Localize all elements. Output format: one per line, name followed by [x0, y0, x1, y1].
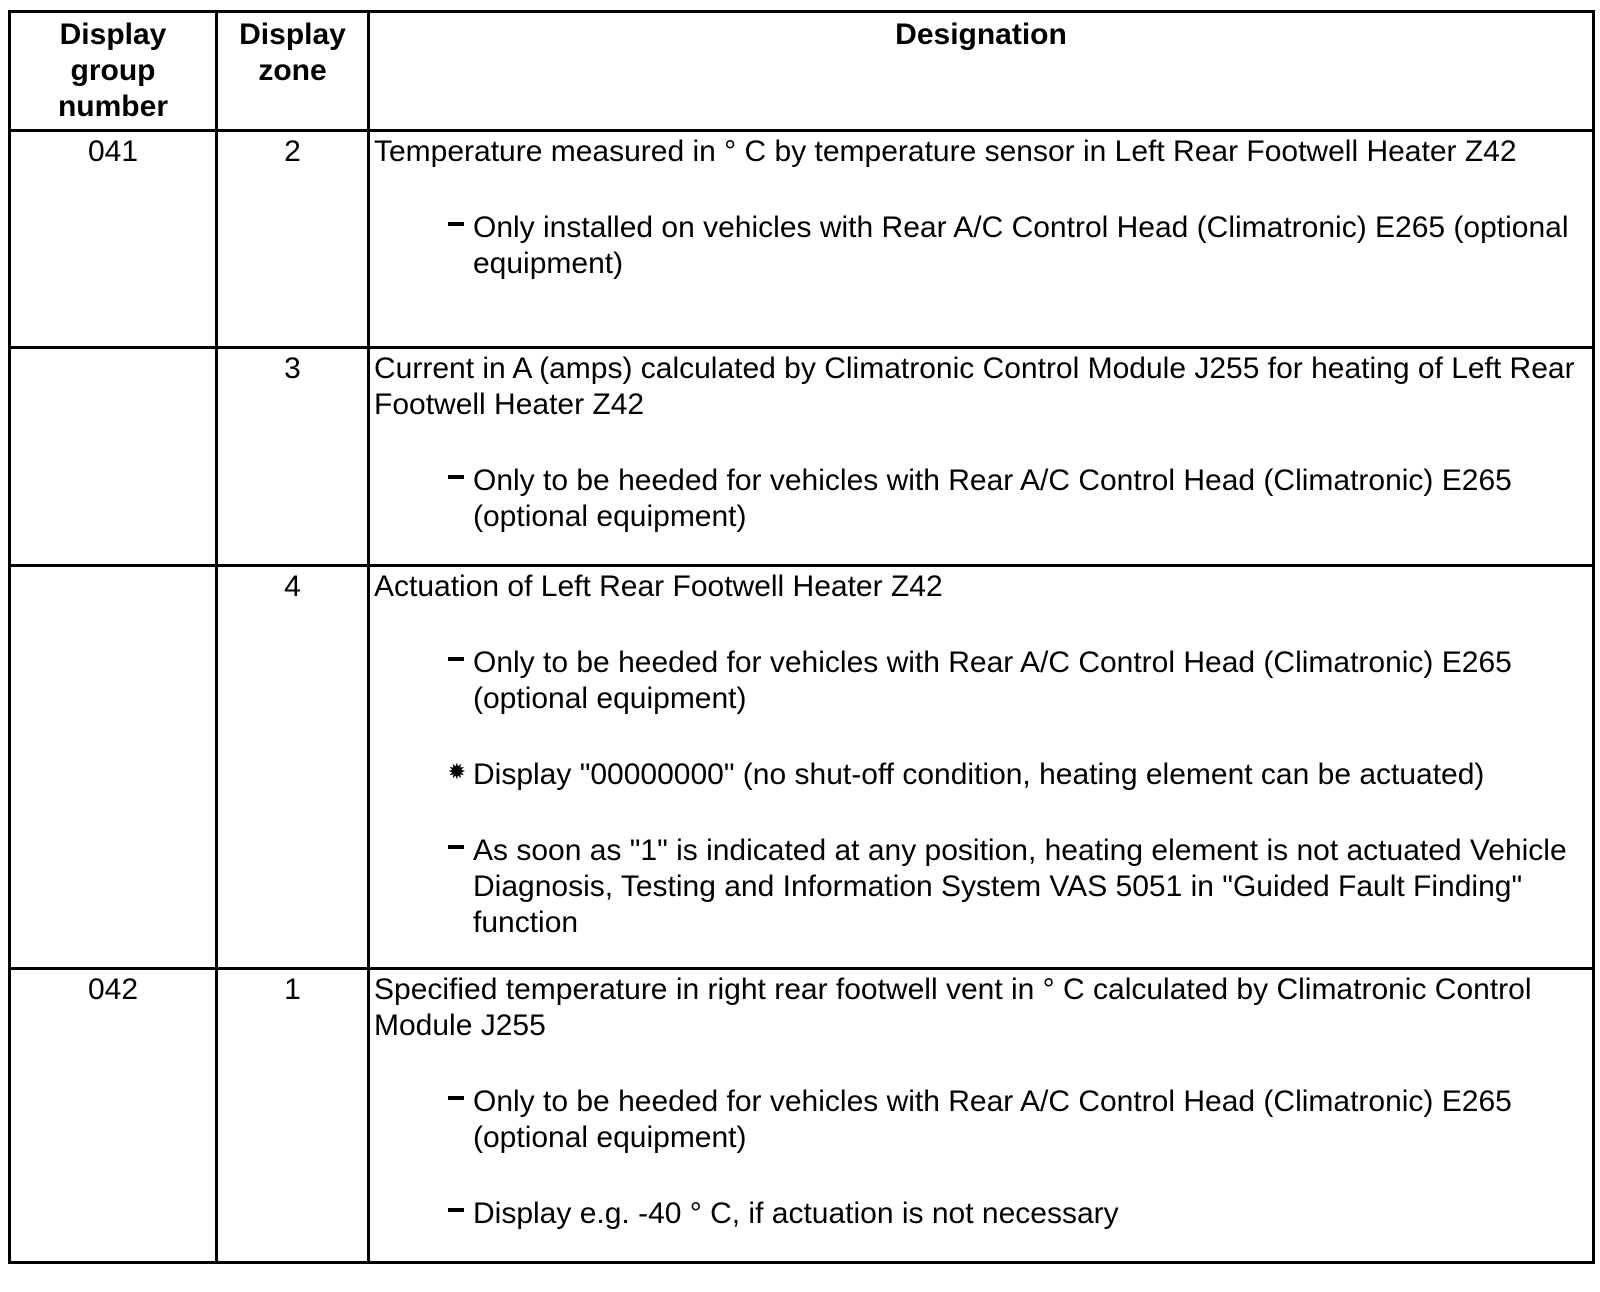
- designation-cell: [369, 969, 1594, 1263]
- designation-cell: [369, 566, 1594, 969]
- header-designation: Designation: [369, 12, 1594, 131]
- table-row: [10, 348, 1594, 566]
- note-item: [374, 833, 1586, 941]
- designation-text: Temperature measured in ° C by temperature sensor in Left Rear Footwell Heater Z42: [374, 135, 1517, 168]
- note-text: Display "00000000" (no shut-off condition, heating element can be actuated): [473, 758, 1485, 791]
- header-zone-line-1: Display: [239, 18, 346, 51]
- header-display-zone: [217, 12, 369, 131]
- note-text: Only to be heeded for vehicles with Rear A/C Control Head (Climatronic) E265 (optional equipment): [473, 646, 1512, 715]
- designation-cell: [369, 131, 1594, 348]
- header-group-line-3: number: [57, 90, 168, 123]
- display-group-number: 042: [10, 969, 217, 1263]
- display-group-number: [10, 566, 217, 969]
- note-text: Only to be heeded for vehicles with Rear A/C Control Head (Climatronic) E265 (optional equipment): [473, 464, 1512, 533]
- table-row: [10, 131, 1594, 348]
- table-row: [10, 969, 1594, 1263]
- display-group-number: 041: [10, 131, 217, 348]
- note-item: [374, 1084, 1586, 1156]
- designation-text: Specified temperature in right rear footwell vent in ° C calculated by Climatronic Control Module J255: [374, 973, 1532, 1042]
- display-zone: 2: [217, 131, 369, 348]
- header-group-line-1: Display: [59, 18, 167, 51]
- measuring-value-table: [8, 10, 1595, 1264]
- note-text: Only to be heeded for vehicles with Rear A/C Control Head (Climatronic) E265 (optional equipment): [473, 1085, 1512, 1154]
- header-display-group-number: [10, 12, 217, 131]
- display-zone: 4: [217, 566, 369, 969]
- display-zone: 1: [217, 969, 369, 1263]
- header-row: [10, 12, 1594, 131]
- note-text: Display e.g. -40 ° C, if actuation is not necessary: [473, 1197, 1119, 1230]
- header-zone-line-2: zone: [258, 54, 327, 87]
- table-body: [10, 131, 1594, 1263]
- table-row: [10, 566, 1594, 969]
- designation-cell: [369, 348, 1594, 566]
- note-item: [374, 463, 1586, 535]
- note-item: [374, 757, 1586, 793]
- display-group-number: [10, 348, 217, 566]
- table-header: [10, 12, 1594, 131]
- note-text: As soon as "1" is indicated at any position, heating element is not actuated Vehicle Diagnosis, Testing and Information System VAS 5051 in "Guided Fault Finding" function: [473, 834, 1567, 939]
- note-text: Only installed on vehicles with Rear A/C Control Head (Climatronic) E265 (optional equipment): [473, 211, 1569, 280]
- designation-text: Actuation of Left Rear Footwell Heater Z42: [374, 570, 943, 603]
- note-item: [374, 645, 1586, 717]
- designation-text: Current in A (amps) calculated by Climatronic Control Module J255 for heating of Left Rear Footwell Heater Z42: [374, 352, 1575, 421]
- note-item: [374, 210, 1586, 282]
- header-group-line-2: group: [70, 54, 156, 87]
- display-zone: 3: [217, 348, 369, 566]
- note-item: [374, 1196, 1586, 1232]
